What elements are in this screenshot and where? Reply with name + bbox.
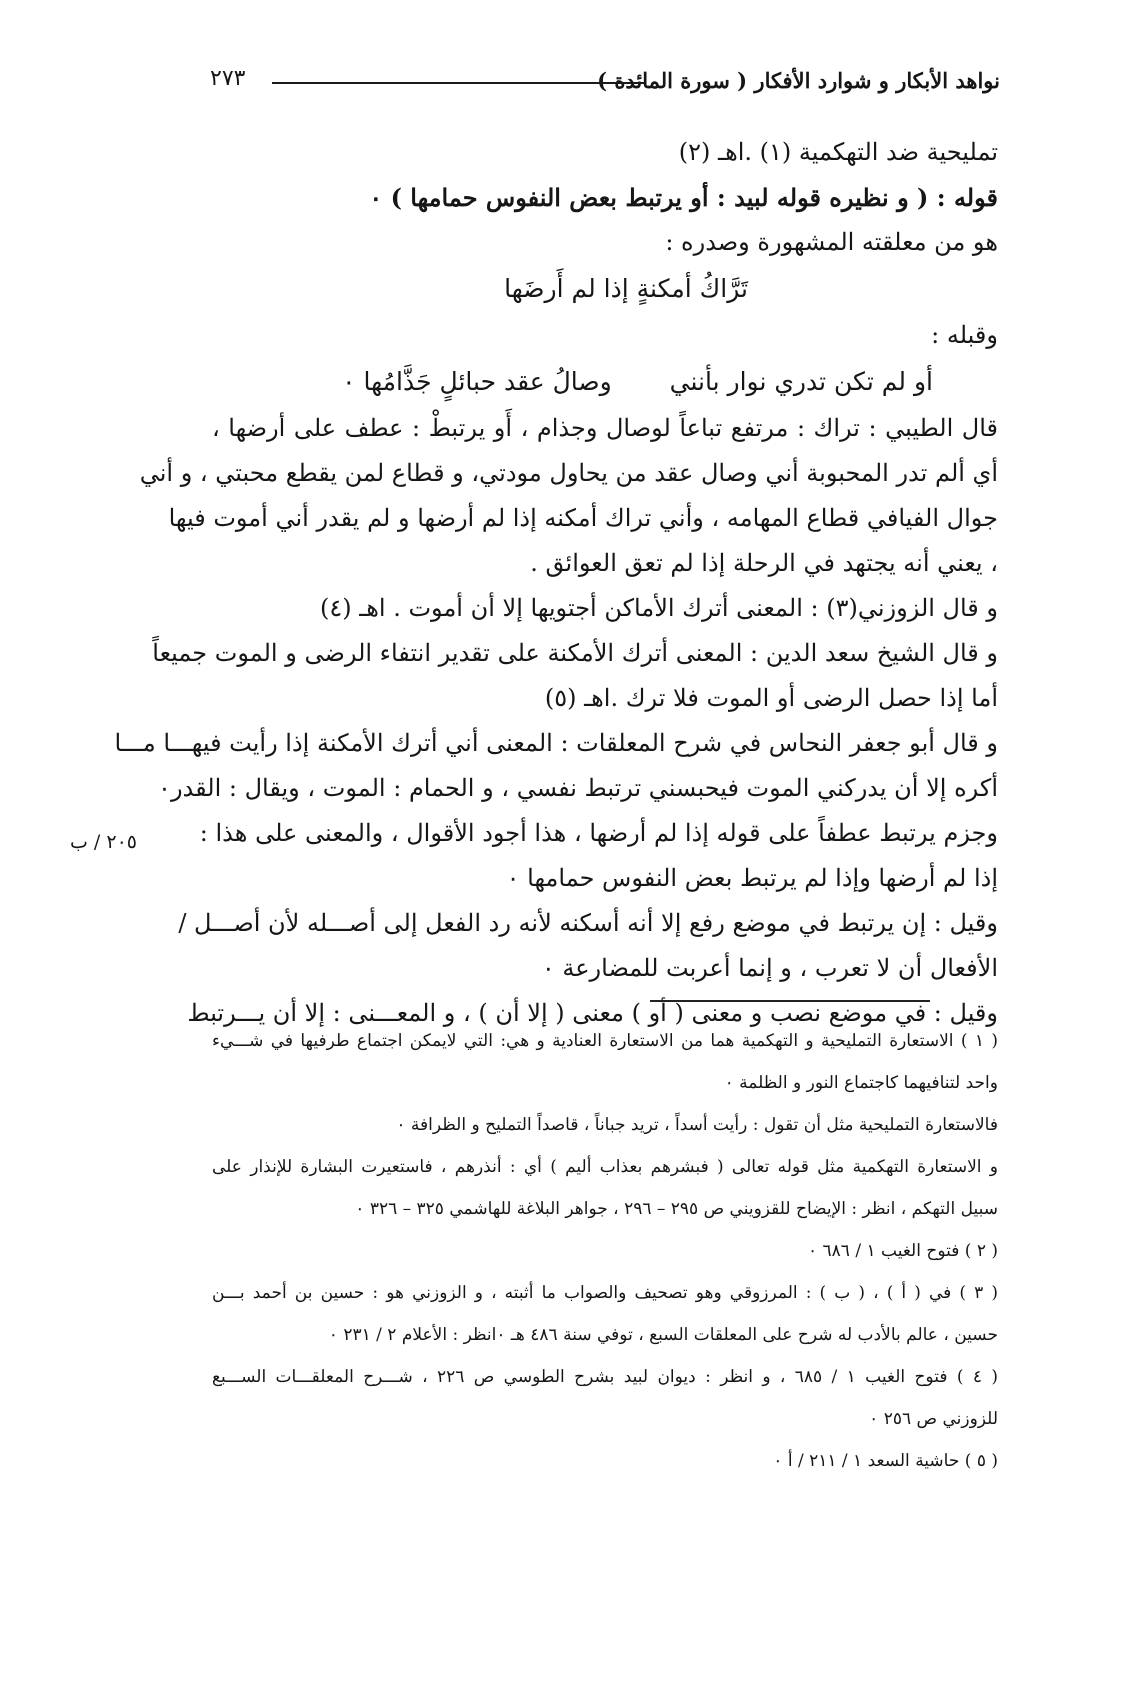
page-number: ٢٧٣ [210,66,246,91]
margin-folio-note: ٢٠٥ / ب [70,831,137,853]
footnote-line: حسين ، عالم بالأدب له شرح على المعلقات السبع ، توفي سنة ٤٨٦ هـ ٠انظر : الأعلام ٢ / ٢٣١ ٠ [328,1325,998,1345]
text-line: أما إذا حصل الرضى أو الموت فلا ترك .اهـ (٥) [544,684,998,712]
verse-line [212,358,998,406]
footnote-separator [650,1000,930,1002]
text-line: إذا لم أرضها وإذا لم يرتبط بعض النفوس حمامها ٠ [506,864,998,892]
footnote-line: و الاستعارة التهكمية مثل قوله تعالى ( فبشرهم بعذاب أليم ) أي : أنذرهم ، فاستعيرت البشارة للإنذار على [212,1157,998,1177]
header-title: نواهد الأبكار و شوارد الأفكار ( سورة المائدة ) [597,68,1000,93]
text-line: الأفعال أن لا تعرب ، و إنما أعربت للمضارعة ٠ [541,954,998,982]
verse-hemistich: تَرَّاكُ أمكنةٍ إذا لم أَرضَها [504,274,748,303]
text-line: تمليحية ضد التهكمية (١) .اهـ (٢) [678,138,998,166]
text-line: ، يعني أنه يجتهد في الرحلة إذا لم تعق العوائق . [530,549,998,577]
verse-line [212,265,998,313]
footnotes [212,1020,998,1482]
text-line: و قال الزوزني(٣) : المعنى أترك الأماكن أجتويها إلا أن أموت . اهـ (٤) [319,594,998,622]
text-line: وقيل : في موضع نصب و معنى ( أو ) معنى ( إلا أن ) ، و المعـــنى : إلا أن يـــرتبط [187,999,998,1027]
footnote-line: واحد لتنافيهما كاجتماع النور و الظلمة ٠ [724,1073,998,1093]
text-line: وقيل : إن يرتبط في موضع رفع إلا أنه أسكنه لأنه رد الفعل إلى أصـــله لأن أصـــل / [178,909,998,937]
footnote-line: ( ٤ ) فتوح الغيب ١ / ٦٨٥ ، و انظر : ديوان لبيد بشرح الطوسي ص ٢٢٦ ، شـــرح المعلقـــات الســـبع [212,1367,998,1387]
text-line: جوال الفيافي قطاع المهامه ، وأني تراك أمكنه إذا لم أرضها و لم يقدر أني أموت فيها [168,504,998,532]
text-line: وقبله : [931,321,998,349]
main-text [114,130,998,1036]
text-line: و قال أبو جعفر النحاس في شرح المعلقات : المعنى أني أترك الأمكنة إذا رأيت فيهـــا مـــا [114,729,998,757]
text-line: هو من معلقته المشهورة وصدره : [665,228,998,256]
verse-hemistich: وصالُ عقد حبائلٍ جَذَّامُها ٠ [342,367,612,396]
text-line: قوله : ( و نظيره قوله لبيد : أو يرتبط بعض النفوس حمامها ) ٠ [369,183,998,212]
header-rule [272,82,644,84]
running-header [210,60,1000,100]
text-line: و قال الشيخ سعد الدين : المعنى أترك الأمكنة على تقدير انتفاء الرضى و الموت جميعاً [152,639,998,667]
text-line: وجزم يرتبط عطفاً على قوله إذا لم أرضها ، هذا أجود الأقوال ، والمعنى على هذا : [199,819,998,847]
footnote-line: ( ٣ ) في ( أ ) ، ( ب ) : المرزوقي وهو تصحيف والصواب ما أثبته ، و الزوزني هو : حسين بن أحمد بـــن [212,1283,998,1303]
footnote-line: ( ٢ ) فتوح الغيب ١ / ٦٨٦ ٠ [807,1241,998,1261]
footnote-line: ( ١ ) الاستعارة التمليحية و التهكمية هما من الاستعارة العنادية و هي: التي لايمكن اجتماع طرفيها في شـــيء [212,1031,998,1051]
verse-hemistich: أو لم تكن تدري نوار بأنني [669,367,933,396]
text-line: أكره إلا أن يدركني الموت فيحبسني ترتبط نفسي ، و الحمام : الموت ، ويقال : القدر٠ [158,774,998,802]
text-line: أي ألم تدر المحبوبة أني وصال عقد من يحاول مودتي، و قطاع لمن يقطع محبتي ، و أني [139,459,998,487]
footnote-line: ( ٥ ) حاشية السعد ١ / ٢١١ / أ ٠ [773,1451,998,1471]
text-line: قال الطيبي : تراك : مرتفع تباعاً لوصال وجذام ، أَو يرتبطْ : عطف على أرضها ، [212,414,998,442]
footnote-line: سبيل التهكم ، انظر : الإيضاح للقزويني ص ٢٩٥ – ٢٩٦ ، جواهر البلاغة للهاشمي ٣٢٥ – ٣٢٦ ٠ [355,1199,998,1219]
footnote-line: فالاستعارة التمليحية مثل أن تقول : رأيت أسداً ، تريد جباناً ، قاصداً التمليح و الظرافة ٠ [396,1115,998,1135]
footnote-line: للزوزني ص ٢٥٦ ٠ [869,1409,998,1429]
